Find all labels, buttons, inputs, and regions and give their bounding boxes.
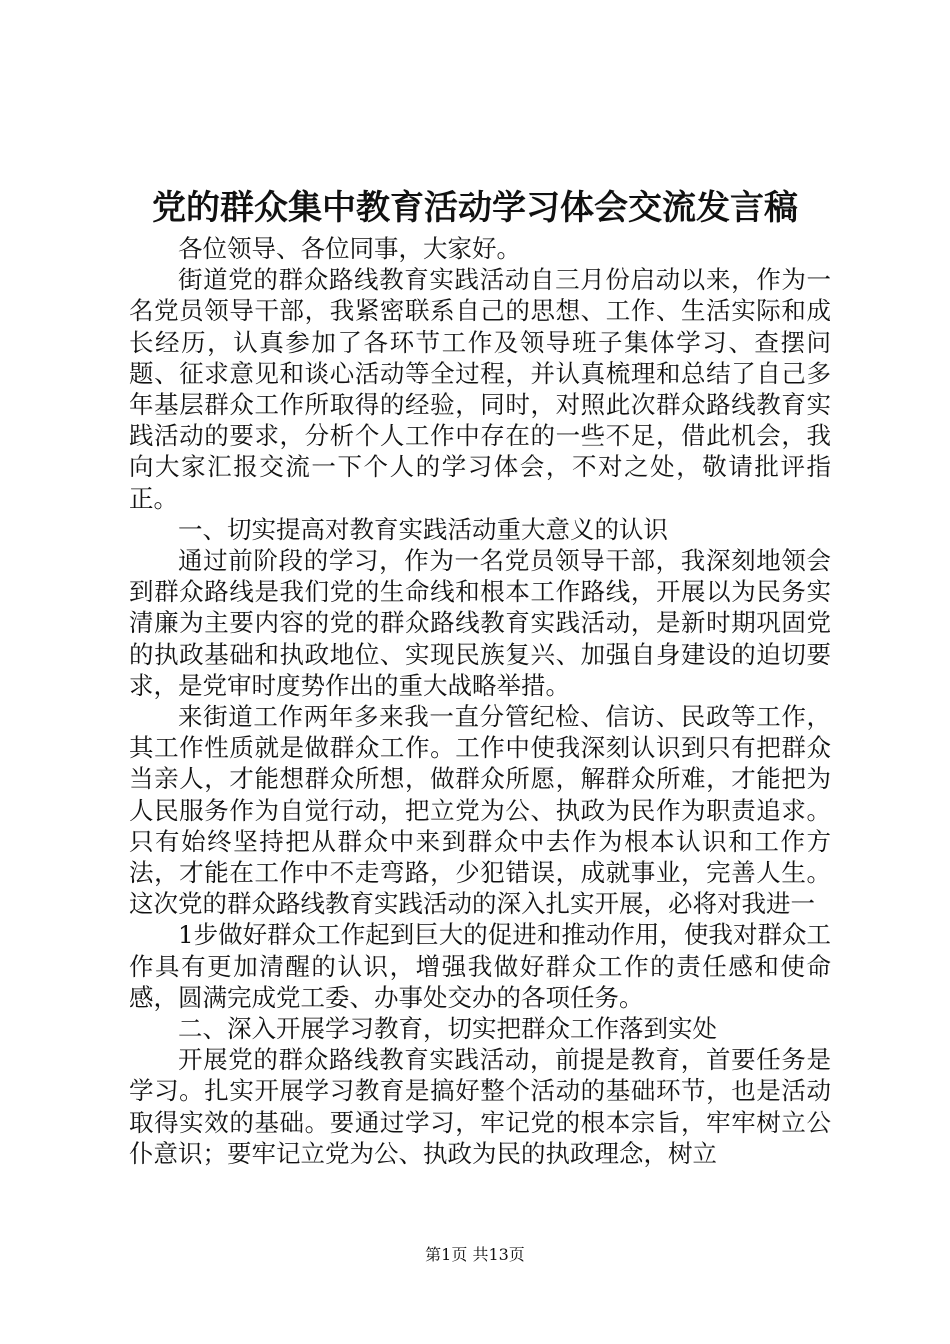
- body-paragraph: 通过前阶段的学习，作为一名党员领导干部，我深刻地领会到群众路线是我们党的生命线和根本工作路线，开展以为民务实清廉为主要内容的党的群众路线教育实践活动，是新时期巩固党的执政基础和执政地位、实现民族复兴、加强自身建设的迫切要求，是党审时度势作出的重大战略举措。: [129, 546, 831, 700]
- page-number: 第1页 共13页: [425, 1245, 525, 1264]
- section-heading-1: 一、切实提高对教育实践活动重大意义的认识: [178, 514, 668, 544]
- body-paragraph: 1步做好群众工作起到巨大的促进和推动作用，使我对群众工作具有更加清醒的认识，增强我做好群众工作的责任感和使命感，圆满完成党工委、办事处交办的各项任务。: [129, 920, 831, 1012]
- body-paragraph: 开展党的群众路线教育实践活动，前提是教育，首要任务是学习。扎实开展学习教育是搞好整个活动的基础环节，也是活动取得实效的基础。要通过学习，牢记党的根本宗旨，牢牢树立公仆意识；要牢记立党为公、执政为民的执政理念，树立: [129, 1045, 831, 1168]
- greeting-paragraph: 各位领导、各位同事，大家好。: [178, 234, 521, 263]
- body-paragraph: 来街道工作两年多来我一直分管纪检、信访、民政等工作，其工作性质就是做群众工作。工作中使我深刻认识到只有把群众当亲人，才能想群众所想，做群众所愿，解群众所难，才能把为人民服务作为自觉行动，把立党为公、执政为民作为职责追求。只有始终坚持把从群众中来到群众中去作为根本认识和工作方法，才能在工作中不走弯路，少犯错误，成就事业，完善人生。这次党的群众路线教育实践活动的深入扎实开展，必将对我进一: [129, 702, 831, 919]
- section-heading-2: 二、深入开展学习教育，切实把群众工作落到实处: [178, 1014, 717, 1044]
- document-title: 党的群众集中教育活动学习体会交流发言稿: [152, 188, 798, 228]
- document-body: [129, 233, 831, 1169]
- intro-paragraph: 街道党的群众路线教育实践活动自三月份启动以来，作为一名党员领导干部，我紧密联系自己的思想、工作、生活实际和成长经历，认真参加了各环节工作及领导班子集体学习、查摆问题、征求意见和谈心活动等全过程，并认真梳理和总结了自己多年基层群众工作所取得的经验，同时，对照此次群众路线教育实践活动的要求，分析个人工作中存在的一些不足，借此机会，我向大家汇报交流一下个人的学习体会，不对之处，敬请批评指正。: [129, 265, 831, 513]
